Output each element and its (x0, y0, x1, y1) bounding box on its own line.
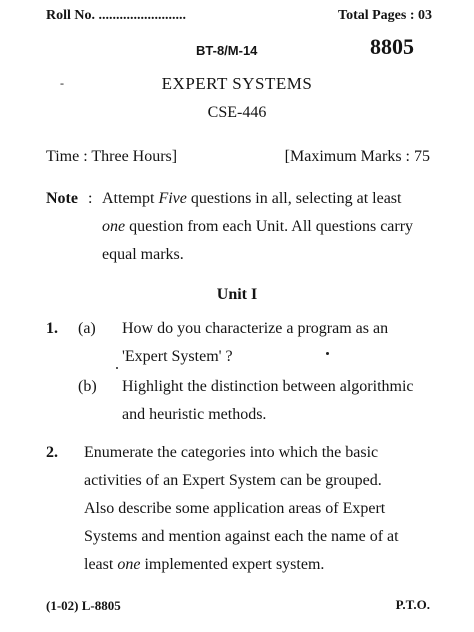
unit-title: Unit I (216, 286, 258, 303)
subpart-label: (a) (78, 320, 96, 337)
note-line-1 (102, 190, 401, 208)
question-text: 'Expert System' ? (122, 348, 233, 365)
course-code: CSE-446 (207, 104, 267, 121)
question-text: Highlight the distinction between algorithmic (122, 378, 414, 395)
note-line-2 (102, 218, 413, 236)
note-label: Note (46, 190, 78, 207)
footer-code: (1-02) L-8805 (46, 598, 121, 613)
course-title: EXPERT SYSTEMS (161, 74, 313, 93)
note-text: question from each Unit. All questions carry (125, 218, 414, 235)
note-emphasis: one (102, 218, 126, 235)
question-text-part: implemented expert system. (140, 556, 325, 573)
question-number: 2. (46, 444, 58, 461)
question-number: 1. (46, 320, 58, 337)
note-line-3: equal marks. (102, 246, 184, 263)
time-allowed: Time : Three Hours] (46, 148, 178, 165)
maximum-marks: [Maximum Marks : 75 (284, 148, 430, 165)
subpart-label: (b) (78, 378, 97, 395)
ink-speck (326, 352, 329, 355)
note-text: Attempt (102, 190, 159, 207)
question-text: activities of an Expert System can be grouped. (84, 472, 382, 489)
question-text-part: least (84, 556, 118, 573)
question-emphasis: one (117, 556, 141, 573)
question-text: and heuristic methods. (122, 406, 267, 423)
note-colon: : (88, 190, 93, 207)
question-text: Also describe some application areas of Expert (84, 500, 386, 517)
page-turn-over: P.T.O. (395, 597, 430, 612)
question-text (84, 556, 324, 574)
paper-id: 8805 (370, 34, 414, 59)
total-pages: Total Pages : 03 (338, 8, 432, 23)
note-text: questions in all, selecting at least (186, 190, 402, 207)
exam-code: BT-8/M-14 (196, 43, 258, 58)
note-emphasis: Five (158, 190, 187, 207)
question-text: Systems and mention against each the name of at (84, 528, 399, 545)
dash-mark: - (60, 76, 64, 90)
question-text: Enumerate the categories into which the basic (84, 444, 379, 461)
ink-speck (116, 367, 118, 369)
question-text: How do you characterize a program as an (122, 320, 389, 337)
roll-number-field: Roll No. ......................... (46, 8, 186, 23)
